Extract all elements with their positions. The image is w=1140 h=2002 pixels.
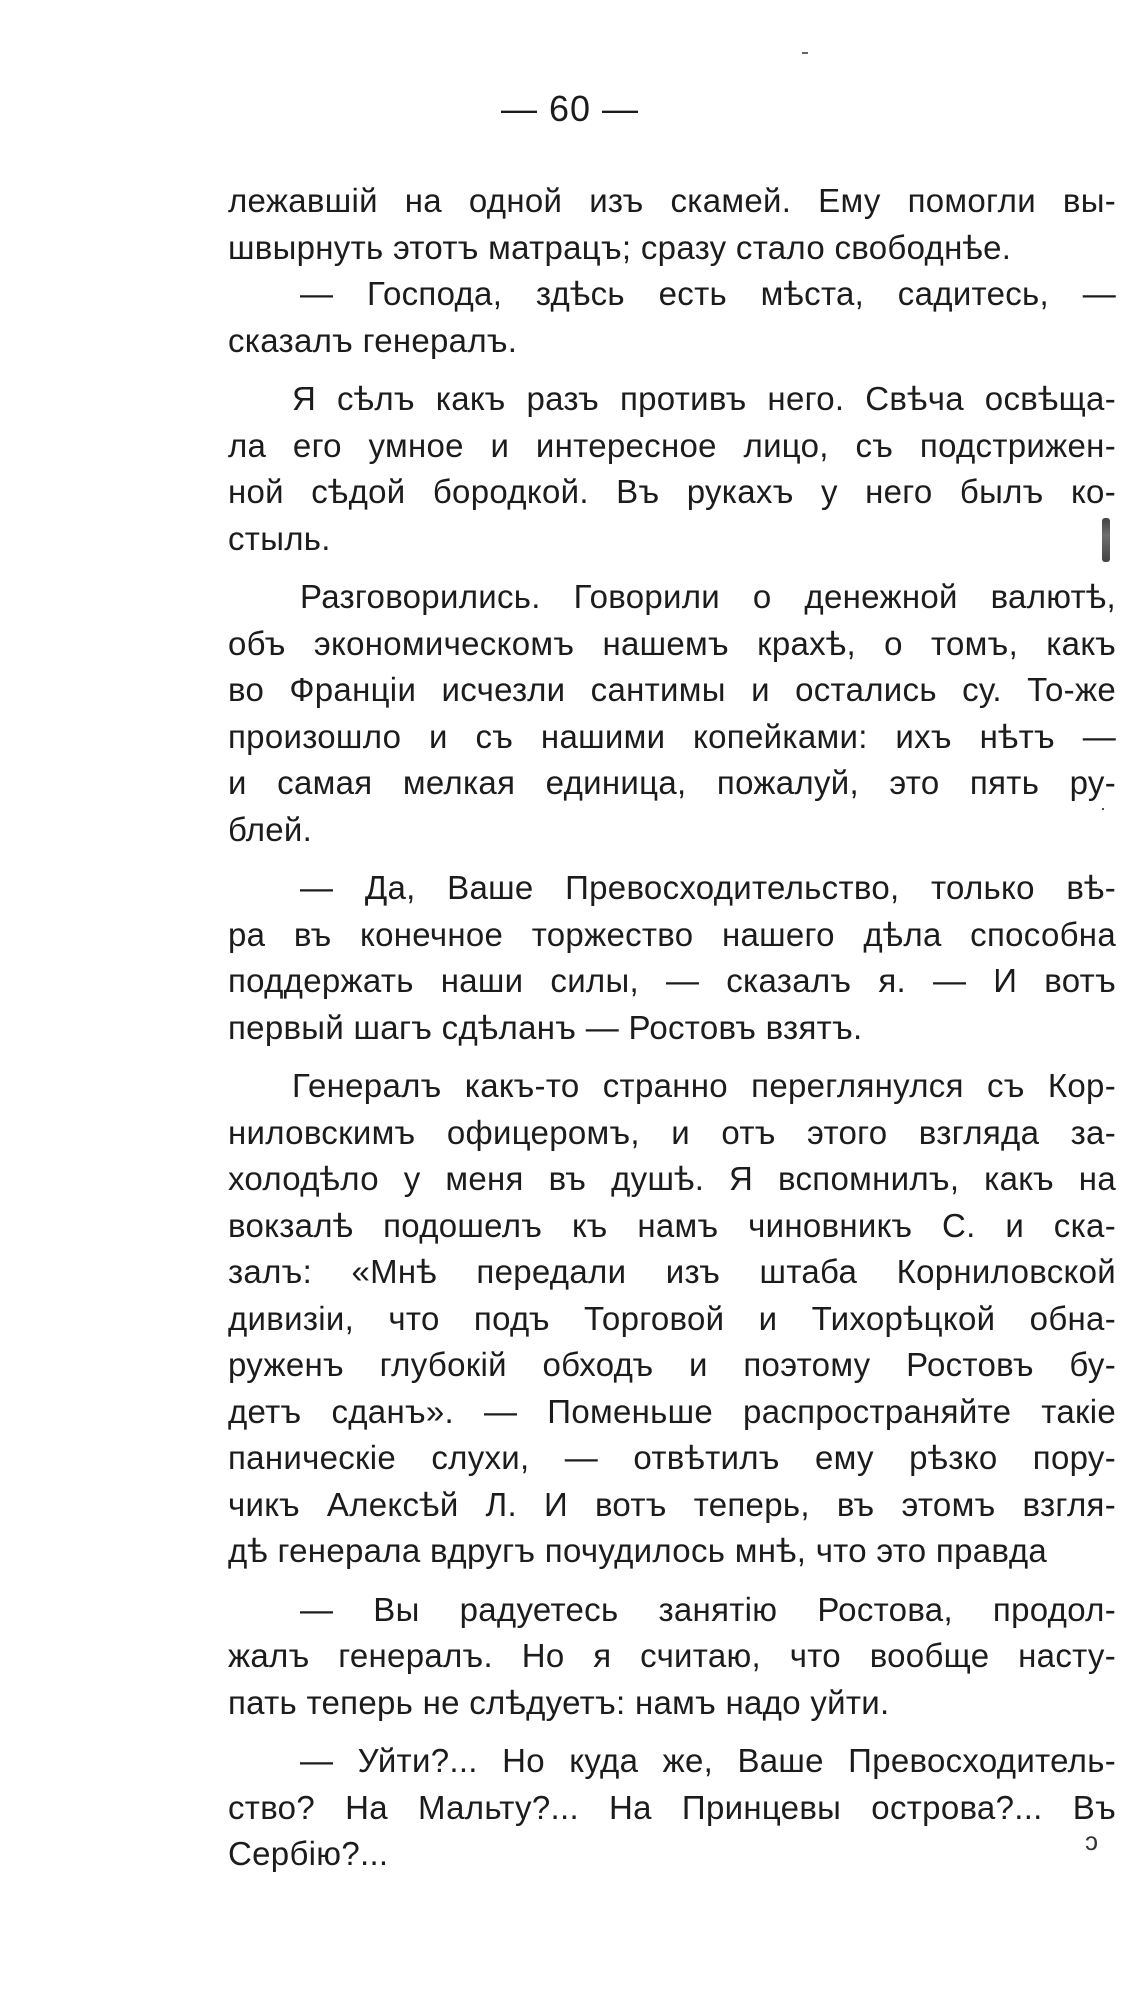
text-line: пать теперь не слѣдуетъ: намъ надо уйти. xyxy=(228,1683,890,1721)
text-line: и самая мелкая единица, пожалуй, это пять ру- xyxy=(228,764,1116,801)
text-line: руженъ глубокій обходъ и поэтому Ростовъ бу- xyxy=(228,1346,1116,1383)
text-line: сказалъ генералъ. xyxy=(228,321,518,359)
text-line: Генералъ какъ-то странно переглянулся съ Кор- xyxy=(292,1067,1116,1104)
text-line: дивизіи, что подъ Торговой и Тихорѣцкой обна- xyxy=(228,1299,1116,1337)
body-text xyxy=(228,178,1116,1878)
scan-speck xyxy=(802,52,808,54)
page-number: — 60 — xyxy=(500,88,640,129)
paragraph-8 xyxy=(228,1738,1116,1878)
text-line: чикъ Алексѣй Л. И вотъ теперь, въ этомъ взгля- xyxy=(228,1485,1116,1523)
text-line: — Уйти?... Но куда же, Ваше Превосходитель- xyxy=(300,1742,1116,1779)
paragraph-6 xyxy=(228,1063,1116,1575)
text-line: — Вы радуетесь занятію Ростова, продол- xyxy=(300,1590,1116,1628)
text-line: ство? На Мальту?... На Принцевы острова?... Въ xyxy=(228,1788,1116,1826)
ink-blot-mark xyxy=(1102,518,1110,562)
text-line: первый шагъ сдѣланъ — Ростовъ взятъ. xyxy=(228,1008,863,1046)
text-line: Сербію?... xyxy=(228,1835,389,1872)
text-line: — Да, Ваше Превосходительство, только вѣ- xyxy=(300,869,1116,906)
paragraph-1 xyxy=(228,178,1116,271)
margin-mark: ɔ xyxy=(1085,1826,1098,1856)
paragraph-5 xyxy=(228,865,1116,1051)
text-line: объ экономическомъ нашемъ крахѣ, о томъ, какъ xyxy=(228,624,1116,662)
text-line: стыль. xyxy=(228,519,331,557)
text-line: ниловскимъ офицеромъ, и отъ этого взгляда за- xyxy=(228,1113,1116,1151)
text-line: — Господа, здѣсь есть мѣста, садитесь, — xyxy=(300,275,1116,312)
paragraph-2 xyxy=(228,271,1116,364)
text-line: швырнуть этотъ матрацъ; сразу стало свободнѣе. xyxy=(228,228,1012,266)
text-line: произошло и съ нашими копейками: ихъ нѣтъ — xyxy=(228,717,1116,755)
text-line: детъ сданъ». — Поменьше распространяйте такіе xyxy=(228,1392,1116,1430)
paragraph-4 xyxy=(228,574,1116,853)
paragraph-3 xyxy=(228,376,1116,562)
text-line: блей. xyxy=(228,810,313,848)
text-line: ла его умное и интересное лицо, съ подстрижен- xyxy=(228,426,1116,464)
text-line: дѣ генерала вдругъ почудилось мнѣ, что это правда xyxy=(228,1532,1048,1569)
scan-speck-mark: · xyxy=(1100,798,1106,818)
text-line: ра въ конечное торжество нашего дѣла способна xyxy=(228,915,1116,953)
text-line: лежавшій на одной изъ скамей. Ему помогли вы- xyxy=(228,182,1116,219)
text-line: холодѣло у меня въ душѣ. Я вспомнилъ, какъ на xyxy=(228,1160,1116,1197)
text-line: поддержать наши силы, — сказалъ я. — И вотъ xyxy=(228,962,1116,999)
text-line: жалъ генералъ. Но я считаю, что вообще насту- xyxy=(228,1637,1116,1674)
text-line: паническіе слухи, — отвѣтилъ ему рѣзко пору- xyxy=(228,1439,1116,1476)
text-line: Я сѣлъ какъ разъ противъ него. Свѣча освѣща- xyxy=(292,380,1116,417)
paragraph-7 xyxy=(228,1587,1116,1727)
text-line: ной сѣдой бородкой. Въ рукахъ у него былъ ко- xyxy=(228,473,1116,510)
text-line: залъ: «Мнѣ передали изъ штаба Корниловской xyxy=(228,1253,1116,1290)
text-line: Разговорились. Говорили о денежной валютѣ, xyxy=(300,578,1116,615)
text-line: во Франціи исчезли сантимы и остались су. То-же xyxy=(228,671,1116,708)
text-line: вокзалѣ подошелъ къ намъ чиновникъ С. и ска- xyxy=(228,1206,1116,1244)
